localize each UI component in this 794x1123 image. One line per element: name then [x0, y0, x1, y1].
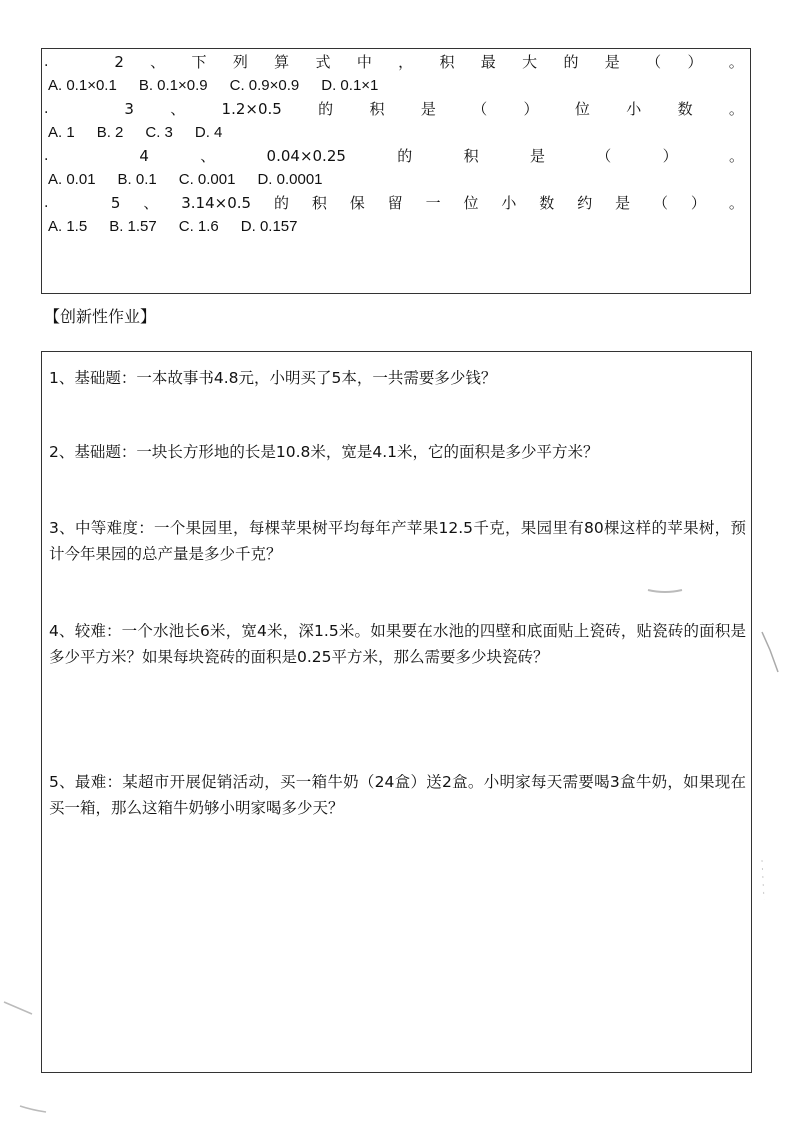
line-marker: . — [44, 195, 49, 211]
question-token: 数 — [677, 100, 693, 118]
question-token: 小 — [626, 100, 642, 118]
question-token: 、 — [200, 147, 216, 165]
homework-question-4: 4、较难：一个水池长6米，宽4米，深1.5米。如果要在水池的四壁和底面贴上瓷砖，贴瓷砖的面积是多少平方米？如果每块瓷砖的面积是0.25平方米，那么需要多少块瓷砖？ — [49, 622, 746, 666]
homework-question-1: 1、基础题：一本故事书4.8元，小明买了5本，一共需要多少钱？ — [49, 369, 497, 387]
option-d: D. 0.0001 — [257, 171, 323, 188]
question-token: ） — [687, 53, 703, 71]
homework-question-2: 2、基础题：一块长方形地的长是10.8米，宽是4.1米，它的面积是多少平方米？ — [49, 443, 599, 461]
question-token: 位 — [463, 194, 479, 212]
question-token: 保 — [349, 194, 365, 212]
question-token: 式 — [315, 53, 331, 71]
question-token: 的 — [563, 53, 579, 71]
question-token: 大 — [522, 53, 538, 71]
option-c: C. 0.001 — [178, 171, 236, 188]
question-token: 一 — [425, 194, 441, 212]
question-token: 积 — [311, 194, 327, 212]
question-token: 、 — [143, 194, 159, 212]
question-token: 是 — [420, 100, 436, 118]
question-token: 。 — [728, 53, 744, 71]
question-token: 积 — [369, 100, 385, 118]
question-token: 3.14×0.5 — [181, 194, 252, 212]
question-token: 的 — [318, 100, 334, 118]
question-token: 的 — [397, 147, 413, 165]
line-marker: . — [44, 54, 49, 70]
section-heading: 【创新性作业】 — [44, 307, 157, 326]
question-token: ） — [523, 100, 539, 118]
option-d: D. 4 — [194, 124, 223, 141]
line-marker: . — [44, 148, 49, 164]
question-token: 数 — [539, 194, 555, 212]
question-token: 小 — [501, 194, 517, 212]
question-token: （ — [646, 53, 662, 71]
question-token: 约 — [577, 194, 593, 212]
option-a: A. 0.1×0.1 — [48, 77, 117, 94]
question-token: ， — [398, 53, 414, 71]
question-token: 列 — [232, 53, 248, 71]
question-token: （ — [472, 100, 488, 118]
question-token: 积 — [463, 147, 479, 165]
option-b: B. 0.1×0.9 — [138, 77, 208, 94]
homework-question-5: 5、最难：某超市开展促销活动，买一箱牛奶（24盒）送2盒。小明家每天需要喝3盒牛奶，如果现在买一箱，那么这箱牛奶够小明家喝多少天？ — [49, 773, 746, 817]
question-token: 5 — [110, 194, 121, 212]
option-a: A. 1 — [48, 124, 75, 141]
question-token: 是 — [615, 194, 631, 212]
option-c: C. 0.9×0.9 — [229, 77, 300, 94]
question-token: 1.2×0.5 — [221, 100, 282, 118]
question-token: 中 — [356, 53, 372, 71]
option-c: C. 1.6 — [178, 218, 219, 235]
option-d: D. 0.157 — [240, 218, 298, 235]
homework-question-3: 3、中等难度：一个果园里，每棵苹果树平均每年产苹果12.5千克，果园里有80棵这样的苹果树，预计今年果园的总产量是多少千克？ — [49, 519, 746, 563]
question-token: （ — [596, 147, 612, 165]
question-token: 。 — [728, 147, 744, 165]
question-token: 积 — [439, 53, 455, 71]
option-a: A. 1.5 — [48, 218, 88, 235]
option-b: B. 0.1 — [117, 171, 157, 188]
option-b: B. 1.57 — [109, 218, 157, 235]
question-token: 。 — [728, 100, 744, 118]
question-token: ） — [690, 194, 706, 212]
question-token: 、 — [150, 53, 166, 71]
question-token: 下 — [191, 53, 207, 71]
question-token: 0.04×0.25 — [266, 147, 346, 165]
line-marker: . — [44, 101, 49, 117]
question-token: 2 — [114, 53, 124, 71]
question-token: 是 — [604, 53, 620, 71]
question-token: 、 — [170, 100, 186, 118]
option-d: D. 0.1×1 — [321, 77, 379, 94]
question-token: ） — [662, 147, 678, 165]
question-token: 。 — [728, 194, 744, 212]
option-c: C. 3 — [145, 124, 173, 141]
option-b: B. 2 — [96, 124, 124, 141]
question-token: 3 — [124, 100, 134, 118]
question-token: 算 — [274, 53, 290, 71]
question-token: 是 — [529, 147, 545, 165]
question-token: 最 — [480, 53, 496, 71]
question-token: 4 — [139, 147, 149, 165]
question-token: 留 — [387, 194, 403, 212]
option-a: A. 0.01 — [48, 171, 96, 188]
question-token: 的 — [273, 194, 289, 212]
question-token: 位 — [574, 100, 590, 118]
question-token: （ — [653, 194, 669, 212]
